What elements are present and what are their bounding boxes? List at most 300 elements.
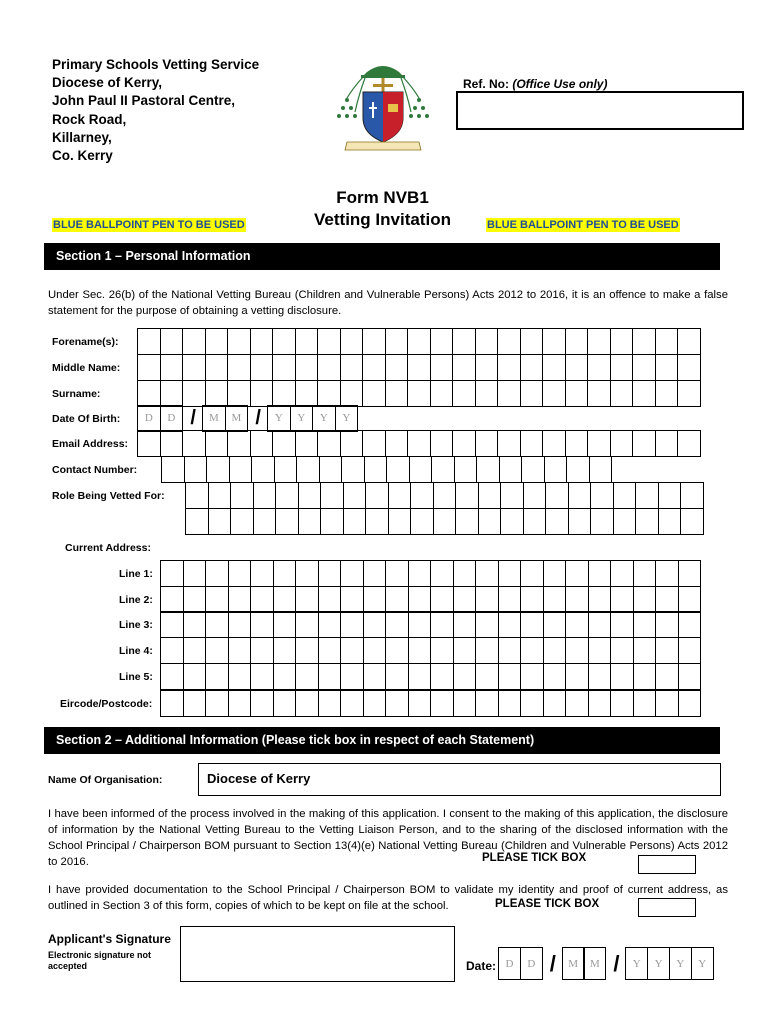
char-cell[interactable] bbox=[295, 430, 319, 457]
char-cell[interactable] bbox=[183, 560, 207, 587]
char-cell[interactable] bbox=[317, 380, 341, 407]
char-cell[interactable] bbox=[161, 456, 185, 483]
char-cell[interactable] bbox=[295, 663, 319, 690]
char-cell[interactable] bbox=[184, 456, 208, 483]
address-line5-field[interactable] bbox=[160, 663, 701, 690]
char-cell[interactable] bbox=[362, 430, 386, 457]
char-cell[interactable] bbox=[230, 482, 254, 509]
char-cell[interactable] bbox=[298, 482, 322, 509]
char-cell[interactable] bbox=[565, 380, 589, 407]
char-cell[interactable] bbox=[160, 690, 184, 717]
char-cell[interactable] bbox=[160, 586, 184, 613]
char-cell[interactable] bbox=[475, 380, 499, 407]
char-cell[interactable] bbox=[588, 663, 612, 690]
char-cell[interactable] bbox=[475, 690, 499, 717]
char-cell[interactable] bbox=[430, 586, 454, 613]
char-cell[interactable] bbox=[295, 380, 319, 407]
char-cell[interactable] bbox=[523, 482, 547, 509]
char-cell[interactable] bbox=[408, 663, 432, 690]
char-cell[interactable] bbox=[205, 380, 229, 407]
char-cell[interactable] bbox=[521, 456, 545, 483]
char-cell[interactable] bbox=[655, 430, 679, 457]
char-cell[interactable] bbox=[587, 328, 611, 355]
char-cell[interactable] bbox=[635, 482, 659, 509]
char-cell[interactable] bbox=[542, 354, 566, 381]
char-cell[interactable] bbox=[610, 354, 634, 381]
char-cell[interactable] bbox=[655, 663, 679, 690]
char-cell[interactable] bbox=[475, 328, 499, 355]
char-cell[interactable] bbox=[497, 380, 521, 407]
contact-number-field[interactable] bbox=[161, 456, 612, 483]
char-cell[interactable] bbox=[319, 456, 343, 483]
char-cell[interactable] bbox=[543, 560, 567, 587]
char-cell[interactable] bbox=[385, 354, 409, 381]
char-cell[interactable] bbox=[632, 380, 656, 407]
char-cell[interactable] bbox=[500, 508, 524, 535]
char-cell[interactable] bbox=[408, 560, 432, 587]
char-cell[interactable] bbox=[410, 482, 434, 509]
char-cell[interactable] bbox=[273, 637, 297, 664]
dob-month-1[interactable]: M bbox=[202, 405, 226, 432]
char-cell[interactable] bbox=[610, 430, 634, 457]
char-cell[interactable] bbox=[520, 354, 544, 381]
char-cell[interactable] bbox=[250, 430, 274, 457]
char-cell[interactable] bbox=[565, 328, 589, 355]
char-cell[interactable] bbox=[318, 690, 342, 717]
char-cell[interactable] bbox=[633, 560, 657, 587]
date-year-2[interactable]: Y bbox=[647, 947, 670, 980]
char-cell[interactable] bbox=[565, 637, 589, 664]
char-cell[interactable] bbox=[678, 637, 702, 664]
char-cell[interactable] bbox=[520, 380, 544, 407]
forename-field[interactable] bbox=[137, 328, 701, 355]
char-cell[interactable] bbox=[250, 663, 274, 690]
char-cell[interactable] bbox=[227, 380, 251, 407]
char-cell[interactable] bbox=[160, 611, 184, 638]
char-cell[interactable] bbox=[655, 354, 679, 381]
char-cell[interactable] bbox=[253, 482, 277, 509]
char-cell[interactable] bbox=[160, 430, 184, 457]
char-cell[interactable] bbox=[544, 456, 568, 483]
char-cell[interactable] bbox=[388, 508, 412, 535]
char-cell[interactable] bbox=[407, 430, 431, 457]
date-year-1[interactable]: Y bbox=[625, 947, 648, 980]
char-cell[interactable] bbox=[475, 560, 499, 587]
char-cell[interactable] bbox=[453, 637, 477, 664]
char-cell[interactable] bbox=[632, 328, 656, 355]
char-cell[interactable] bbox=[475, 430, 499, 457]
char-cell[interactable] bbox=[610, 637, 634, 664]
char-cell[interactable] bbox=[385, 560, 409, 587]
char-cell[interactable] bbox=[317, 328, 341, 355]
char-cell[interactable] bbox=[407, 328, 431, 355]
char-cell[interactable] bbox=[498, 586, 522, 613]
char-cell[interactable] bbox=[160, 560, 184, 587]
char-cell[interactable] bbox=[542, 380, 566, 407]
char-cell[interactable] bbox=[655, 380, 679, 407]
char-cell[interactable] bbox=[453, 611, 477, 638]
char-cell[interactable] bbox=[251, 456, 275, 483]
char-cell[interactable] bbox=[227, 328, 251, 355]
char-cell[interactable] bbox=[295, 586, 319, 613]
char-cell[interactable] bbox=[185, 508, 209, 535]
char-cell[interactable] bbox=[498, 637, 522, 664]
char-cell[interactable] bbox=[655, 560, 679, 587]
char-cell[interactable] bbox=[362, 328, 386, 355]
char-cell[interactable] bbox=[250, 354, 274, 381]
char-cell[interactable] bbox=[228, 690, 252, 717]
char-cell[interactable] bbox=[655, 611, 679, 638]
dob-month-2[interactable]: M bbox=[225, 405, 249, 432]
char-cell[interactable] bbox=[520, 560, 544, 587]
char-cell[interactable] bbox=[160, 380, 184, 407]
char-cell[interactable] bbox=[137, 328, 161, 355]
char-cell[interactable] bbox=[385, 663, 409, 690]
char-cell[interactable] bbox=[677, 328, 701, 355]
char-cell[interactable] bbox=[498, 560, 522, 587]
char-cell[interactable] bbox=[408, 690, 432, 717]
char-cell[interactable] bbox=[229, 456, 253, 483]
char-cell[interactable] bbox=[430, 690, 454, 717]
char-cell[interactable] bbox=[340, 690, 364, 717]
char-cell[interactable] bbox=[565, 586, 589, 613]
char-cell[interactable] bbox=[182, 354, 206, 381]
char-cell[interactable] bbox=[137, 380, 161, 407]
char-cell[interactable] bbox=[295, 637, 319, 664]
char-cell[interactable] bbox=[565, 430, 589, 457]
char-cell[interactable] bbox=[543, 663, 567, 690]
char-cell[interactable] bbox=[385, 690, 409, 717]
char-cell[interactable] bbox=[543, 611, 567, 638]
char-cell[interactable] bbox=[568, 482, 592, 509]
char-cell[interactable] bbox=[250, 611, 274, 638]
char-cell[interactable] bbox=[452, 354, 476, 381]
address-line3-field[interactable] bbox=[160, 611, 701, 638]
char-cell[interactable] bbox=[409, 456, 433, 483]
char-cell[interactable] bbox=[452, 380, 476, 407]
char-cell[interactable] bbox=[408, 586, 432, 613]
char-cell[interactable] bbox=[658, 508, 682, 535]
char-cell[interactable] bbox=[206, 456, 230, 483]
char-cell[interactable] bbox=[183, 611, 207, 638]
char-cell[interactable] bbox=[478, 508, 502, 535]
char-cell[interactable] bbox=[523, 508, 547, 535]
char-cell[interactable] bbox=[340, 354, 364, 381]
char-cell[interactable] bbox=[250, 586, 274, 613]
surname-field[interactable] bbox=[137, 380, 701, 407]
date-day-1[interactable]: D bbox=[498, 947, 521, 980]
char-cell[interactable] bbox=[250, 690, 274, 717]
char-cell[interactable] bbox=[613, 482, 637, 509]
char-cell[interactable] bbox=[476, 456, 500, 483]
dob-year-4[interactable]: Y bbox=[335, 405, 359, 432]
char-cell[interactable] bbox=[318, 586, 342, 613]
char-cell[interactable] bbox=[363, 611, 387, 638]
char-cell[interactable] bbox=[365, 482, 389, 509]
char-cell[interactable] bbox=[183, 690, 207, 717]
ref-number-field[interactable] bbox=[456, 91, 744, 130]
date-day-2[interactable]: D bbox=[520, 947, 543, 980]
char-cell[interactable] bbox=[317, 354, 341, 381]
address-line1-field[interactable] bbox=[160, 560, 701, 587]
char-cell[interactable] bbox=[318, 637, 342, 664]
char-cell[interactable] bbox=[205, 637, 229, 664]
char-cell[interactable] bbox=[296, 456, 320, 483]
char-cell[interactable] bbox=[610, 380, 634, 407]
char-cell[interactable] bbox=[610, 328, 634, 355]
char-cell[interactable] bbox=[295, 690, 319, 717]
address-line2-field[interactable] bbox=[160, 586, 701, 613]
char-cell[interactable] bbox=[635, 508, 659, 535]
char-cell[interactable] bbox=[430, 637, 454, 664]
char-cell[interactable] bbox=[228, 637, 252, 664]
char-cell[interactable] bbox=[388, 482, 412, 509]
date-year-3[interactable]: Y bbox=[669, 947, 692, 980]
char-cell[interactable] bbox=[520, 663, 544, 690]
date-month-2[interactable]: M bbox=[583, 947, 606, 980]
char-cell[interactable] bbox=[588, 560, 612, 587]
address-line4-field[interactable] bbox=[160, 637, 701, 664]
char-cell[interactable] bbox=[275, 482, 299, 509]
organisation-field[interactable]: Diocese of Kerry bbox=[198, 763, 721, 796]
char-cell[interactable] bbox=[183, 586, 207, 613]
char-cell[interactable] bbox=[340, 560, 364, 587]
char-cell[interactable] bbox=[363, 560, 387, 587]
dob-day-1[interactable]: D bbox=[137, 405, 161, 432]
signature-date-field[interactable] bbox=[498, 947, 714, 980]
char-cell[interactable] bbox=[498, 663, 522, 690]
char-cell[interactable] bbox=[658, 482, 682, 509]
char-cell[interactable] bbox=[500, 482, 524, 509]
char-cell[interactable] bbox=[475, 611, 499, 638]
char-cell[interactable] bbox=[272, 328, 296, 355]
char-cell[interactable] bbox=[565, 663, 589, 690]
char-cell[interactable] bbox=[137, 354, 161, 381]
char-cell[interactable] bbox=[230, 508, 254, 535]
char-cell[interactable] bbox=[520, 637, 544, 664]
char-cell[interactable] bbox=[520, 430, 544, 457]
char-cell[interactable] bbox=[340, 637, 364, 664]
char-cell[interactable] bbox=[275, 508, 299, 535]
char-cell[interactable] bbox=[497, 354, 521, 381]
char-cell[interactable] bbox=[589, 456, 613, 483]
char-cell[interactable] bbox=[385, 430, 409, 457]
char-cell[interactable] bbox=[205, 328, 229, 355]
char-cell[interactable] bbox=[430, 354, 454, 381]
char-cell[interactable] bbox=[273, 663, 297, 690]
char-cell[interactable] bbox=[250, 560, 274, 587]
date-year-4[interactable]: Y bbox=[691, 947, 714, 980]
char-cell[interactable] bbox=[633, 663, 657, 690]
char-cell[interactable] bbox=[386, 456, 410, 483]
dob-year-2[interactable]: Y bbox=[290, 405, 314, 432]
char-cell[interactable] bbox=[272, 380, 296, 407]
char-cell[interactable] bbox=[543, 637, 567, 664]
char-cell[interactable] bbox=[430, 328, 454, 355]
char-cell[interactable] bbox=[452, 328, 476, 355]
char-cell[interactable] bbox=[340, 586, 364, 613]
char-cell[interactable] bbox=[407, 380, 431, 407]
char-cell[interactable] bbox=[680, 482, 704, 509]
char-cell[interactable] bbox=[453, 586, 477, 613]
char-cell[interactable] bbox=[137, 430, 161, 457]
char-cell[interactable] bbox=[632, 354, 656, 381]
char-cell[interactable] bbox=[453, 663, 477, 690]
char-cell[interactable] bbox=[565, 354, 589, 381]
char-cell[interactable] bbox=[454, 456, 478, 483]
char-cell[interactable] bbox=[633, 586, 657, 613]
char-cell[interactable] bbox=[183, 637, 207, 664]
char-cell[interactable] bbox=[253, 508, 277, 535]
char-cell[interactable] bbox=[475, 663, 499, 690]
char-cell[interactable] bbox=[610, 690, 634, 717]
char-cell[interactable] bbox=[273, 690, 297, 717]
char-cell[interactable] bbox=[610, 611, 634, 638]
consent-tick-box[interactable] bbox=[638, 855, 696, 874]
char-cell[interactable] bbox=[340, 430, 364, 457]
char-cell[interactable] bbox=[160, 663, 184, 690]
char-cell[interactable] bbox=[520, 690, 544, 717]
char-cell[interactable] bbox=[455, 482, 479, 509]
char-cell[interactable] bbox=[453, 560, 477, 587]
char-cell[interactable] bbox=[545, 482, 569, 509]
char-cell[interactable] bbox=[455, 508, 479, 535]
char-cell[interactable] bbox=[385, 328, 409, 355]
char-cell[interactable] bbox=[363, 663, 387, 690]
char-cell[interactable] bbox=[408, 611, 432, 638]
char-cell[interactable] bbox=[677, 354, 701, 381]
role-field-row1[interactable] bbox=[185, 482, 704, 509]
char-cell[interactable] bbox=[430, 560, 454, 587]
char-cell[interactable] bbox=[363, 586, 387, 613]
char-cell[interactable] bbox=[205, 354, 229, 381]
char-cell[interactable] bbox=[543, 690, 567, 717]
char-cell[interactable] bbox=[498, 690, 522, 717]
documentation-tick-box[interactable] bbox=[638, 898, 696, 917]
char-cell[interactable] bbox=[318, 611, 342, 638]
char-cell[interactable] bbox=[610, 586, 634, 613]
middle-name-field[interactable] bbox=[137, 354, 701, 381]
char-cell[interactable] bbox=[565, 560, 589, 587]
char-cell[interactable] bbox=[205, 586, 229, 613]
char-cell[interactable] bbox=[610, 560, 634, 587]
signature-field[interactable] bbox=[180, 926, 455, 982]
char-cell[interactable] bbox=[182, 380, 206, 407]
char-cell[interactable] bbox=[613, 508, 637, 535]
role-field-row2[interactable] bbox=[185, 508, 704, 535]
char-cell[interactable] bbox=[274, 456, 298, 483]
char-cell[interactable] bbox=[677, 430, 701, 457]
char-cell[interactable] bbox=[655, 637, 679, 664]
char-cell[interactable] bbox=[543, 586, 567, 613]
char-cell[interactable] bbox=[362, 354, 386, 381]
char-cell[interactable] bbox=[633, 611, 657, 638]
char-cell[interactable] bbox=[385, 380, 409, 407]
char-cell[interactable] bbox=[205, 430, 229, 457]
char-cell[interactable] bbox=[340, 328, 364, 355]
char-cell[interactable] bbox=[678, 663, 702, 690]
char-cell[interactable] bbox=[542, 328, 566, 355]
char-cell[interactable] bbox=[680, 508, 704, 535]
dob-day-2[interactable]: D bbox=[160, 405, 184, 432]
char-cell[interactable] bbox=[320, 482, 344, 509]
char-cell[interactable] bbox=[545, 508, 569, 535]
char-cell[interactable] bbox=[182, 430, 206, 457]
char-cell[interactable] bbox=[565, 611, 589, 638]
char-cell[interactable] bbox=[566, 456, 590, 483]
char-cell[interactable] bbox=[205, 690, 229, 717]
dob-year-3[interactable]: Y bbox=[312, 405, 336, 432]
char-cell[interactable] bbox=[343, 482, 367, 509]
char-cell[interactable] bbox=[678, 690, 702, 717]
char-cell[interactable] bbox=[410, 508, 434, 535]
char-cell[interactable] bbox=[385, 637, 409, 664]
char-cell[interactable] bbox=[588, 586, 612, 613]
char-cell[interactable] bbox=[320, 508, 344, 535]
char-cell[interactable] bbox=[497, 430, 521, 457]
char-cell[interactable] bbox=[228, 611, 252, 638]
char-cell[interactable] bbox=[363, 690, 387, 717]
char-cell[interactable] bbox=[655, 586, 679, 613]
char-cell[interactable] bbox=[430, 663, 454, 690]
char-cell[interactable] bbox=[587, 430, 611, 457]
email-field[interactable] bbox=[137, 430, 701, 457]
char-cell[interactable] bbox=[341, 456, 365, 483]
char-cell[interactable] bbox=[433, 508, 457, 535]
char-cell[interactable] bbox=[453, 690, 477, 717]
char-cell[interactable] bbox=[364, 456, 388, 483]
char-cell[interactable] bbox=[160, 637, 184, 664]
char-cell[interactable] bbox=[340, 380, 364, 407]
char-cell[interactable] bbox=[385, 611, 409, 638]
char-cell[interactable] bbox=[182, 328, 206, 355]
char-cell[interactable] bbox=[340, 611, 364, 638]
char-cell[interactable] bbox=[431, 456, 455, 483]
char-cell[interactable] bbox=[160, 328, 184, 355]
char-cell[interactable] bbox=[205, 611, 229, 638]
char-cell[interactable] bbox=[318, 663, 342, 690]
char-cell[interactable] bbox=[365, 508, 389, 535]
char-cell[interactable] bbox=[317, 430, 341, 457]
char-cell[interactable] bbox=[228, 586, 252, 613]
char-cell[interactable] bbox=[433, 482, 457, 509]
char-cell[interactable] bbox=[228, 663, 252, 690]
char-cell[interactable] bbox=[610, 663, 634, 690]
char-cell[interactable] bbox=[343, 508, 367, 535]
char-cell[interactable] bbox=[587, 380, 611, 407]
char-cell[interactable] bbox=[520, 611, 544, 638]
char-cell[interactable] bbox=[295, 611, 319, 638]
char-cell[interactable] bbox=[227, 430, 251, 457]
char-cell[interactable] bbox=[542, 430, 566, 457]
char-cell[interactable] bbox=[475, 354, 499, 381]
char-cell[interactable] bbox=[340, 663, 364, 690]
char-cell[interactable] bbox=[520, 328, 544, 355]
char-cell[interactable] bbox=[298, 508, 322, 535]
char-cell[interactable] bbox=[272, 354, 296, 381]
char-cell[interactable] bbox=[228, 560, 252, 587]
char-cell[interactable] bbox=[588, 690, 612, 717]
char-cell[interactable] bbox=[205, 560, 229, 587]
char-cell[interactable] bbox=[430, 380, 454, 407]
dob-field[interactable] bbox=[137, 405, 358, 432]
date-month-1[interactable]: M bbox=[562, 947, 585, 980]
char-cell[interactable] bbox=[590, 482, 614, 509]
char-cell[interactable] bbox=[272, 430, 296, 457]
char-cell[interactable] bbox=[475, 637, 499, 664]
char-cell[interactable] bbox=[498, 611, 522, 638]
char-cell[interactable] bbox=[497, 328, 521, 355]
